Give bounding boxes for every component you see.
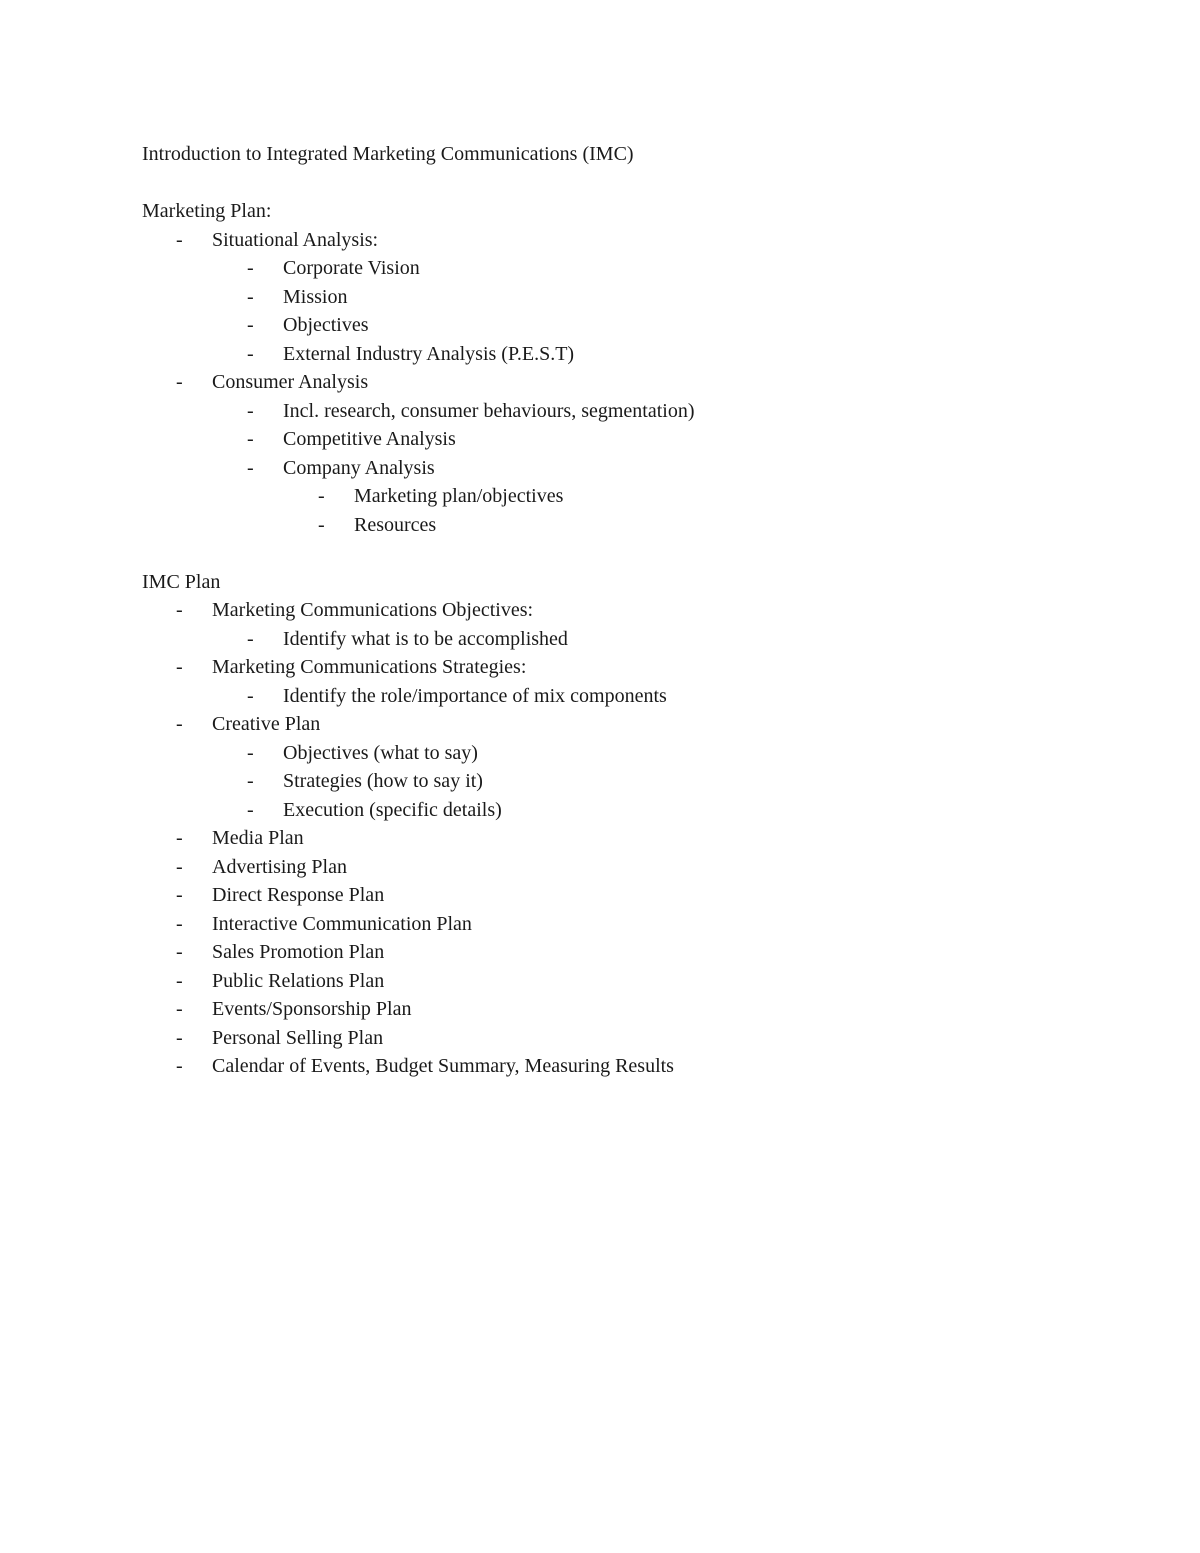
list-item xyxy=(142,1052,1092,1081)
list-item xyxy=(142,454,1092,483)
list-item xyxy=(142,653,1092,682)
list-item xyxy=(142,311,1092,340)
bullet-dash: - xyxy=(176,827,183,849)
list-item xyxy=(142,368,1092,397)
list-item xyxy=(142,824,1092,853)
list-item xyxy=(142,967,1092,996)
list-item-text: Advertising Plan xyxy=(212,855,347,878)
list-item-text: Sales Promotion Plan xyxy=(212,941,385,963)
list-item-text: Consumer Analysis xyxy=(212,371,369,393)
list-item-text: Identify what is to be accomplished xyxy=(283,627,568,650)
bullet-dash: - xyxy=(247,285,254,308)
list-item-text: Strategies (how to say it) xyxy=(283,770,483,792)
document-title: Introduction to Integrated Marketing Communications (IMC) xyxy=(142,143,634,165)
list-item-text: Personal Selling Plan xyxy=(212,1026,384,1049)
bullet-dash: - xyxy=(176,1055,183,1077)
list-item xyxy=(142,425,1092,454)
list-item xyxy=(142,254,1092,283)
list-item-text: External Industry Analysis (P.E.S.T) xyxy=(283,342,575,365)
bullet-dash: - xyxy=(247,257,254,279)
spacer xyxy=(142,169,1092,198)
list-item xyxy=(142,226,1092,255)
list-item xyxy=(142,340,1092,369)
list-item-text: Direct Response Plan xyxy=(212,884,385,906)
list-item-text: Identify the role/importance of mix components xyxy=(283,684,667,707)
bullet-dash: - xyxy=(176,941,183,963)
bullet-dash: - xyxy=(176,713,183,735)
bullet-dash: - xyxy=(176,656,183,678)
bullet-dash: - xyxy=(247,684,254,707)
bullet-dash: - xyxy=(247,342,254,365)
list-item xyxy=(142,710,1092,739)
list-item xyxy=(142,881,1092,910)
list-item-text: Resources xyxy=(354,513,437,536)
bullet-dash: - xyxy=(318,513,325,536)
bullet-dash: - xyxy=(176,912,183,935)
list-item-text: Media Plan xyxy=(212,827,304,849)
bullet-dash: - xyxy=(247,627,254,650)
list-item xyxy=(142,283,1092,312)
bullet-dash: - xyxy=(176,998,183,1020)
bullet-dash: - xyxy=(247,428,254,450)
list-item xyxy=(142,625,1092,654)
list-item-text: Situational Analysis: xyxy=(212,228,379,251)
list-item-text: Marketing Communications Strategies: xyxy=(212,656,527,678)
bullet-dash: - xyxy=(176,599,183,621)
section-heading-imc-plan: IMC Plan xyxy=(142,570,221,593)
bullet-dash: - xyxy=(318,485,325,507)
list-item-text: Interactive Communication Plan xyxy=(212,912,472,935)
list-item-text: Creative Plan xyxy=(212,713,321,735)
bullet-dash: - xyxy=(247,399,254,422)
list-item xyxy=(142,853,1092,882)
list-item xyxy=(142,397,1092,426)
list-item xyxy=(142,739,1092,768)
bullet-dash: - xyxy=(176,969,183,992)
bullet-dash: - xyxy=(247,798,254,821)
spacer xyxy=(142,539,1092,568)
list-item-text: Execution (specific details) xyxy=(283,798,502,821)
list-item-text: Objectives xyxy=(283,314,369,336)
list-item xyxy=(142,767,1092,796)
list-item-text: Objectives (what to say) xyxy=(283,741,478,764)
list-item-text: Company Analysis xyxy=(283,456,435,479)
bullet-dash: - xyxy=(247,770,254,792)
bullet-dash: - xyxy=(176,884,183,906)
bullet-dash: - xyxy=(176,855,183,878)
list-item xyxy=(142,910,1092,939)
list-item xyxy=(142,995,1092,1024)
bullet-dash: - xyxy=(247,314,254,336)
list-item-text: Mission xyxy=(283,285,348,308)
section-heading-marketing-plan: Marketing Plan: xyxy=(142,200,272,222)
list-item xyxy=(142,511,1092,540)
list-item xyxy=(142,796,1092,825)
list-item-text: Corporate Vision xyxy=(283,257,420,279)
list-item xyxy=(142,938,1092,967)
list-item-text: Competitive Analysis xyxy=(283,428,456,450)
list-item-text: Events/Sponsorship Plan xyxy=(212,998,412,1020)
list-item xyxy=(142,482,1092,511)
document-body xyxy=(142,140,1092,1081)
bullet-dash: - xyxy=(176,228,183,251)
list-item-text: Public Relations Plan xyxy=(212,969,385,992)
list-item-text: Calendar of Events, Budget Summary, Measuring Results xyxy=(212,1055,674,1077)
list-item xyxy=(142,596,1092,625)
bullet-dash: - xyxy=(247,456,254,479)
bullet-dash: - xyxy=(176,371,183,393)
bullet-dash: - xyxy=(247,741,254,764)
list-item-text: Marketing Communications Objectives: xyxy=(212,599,534,621)
bullet-dash: - xyxy=(176,1026,183,1049)
list-item-text: Incl. research, consumer behaviours, segmentation) xyxy=(283,399,695,422)
list-item xyxy=(142,682,1092,711)
list-item-text: Marketing plan/objectives xyxy=(354,485,564,507)
list-item xyxy=(142,1024,1092,1053)
